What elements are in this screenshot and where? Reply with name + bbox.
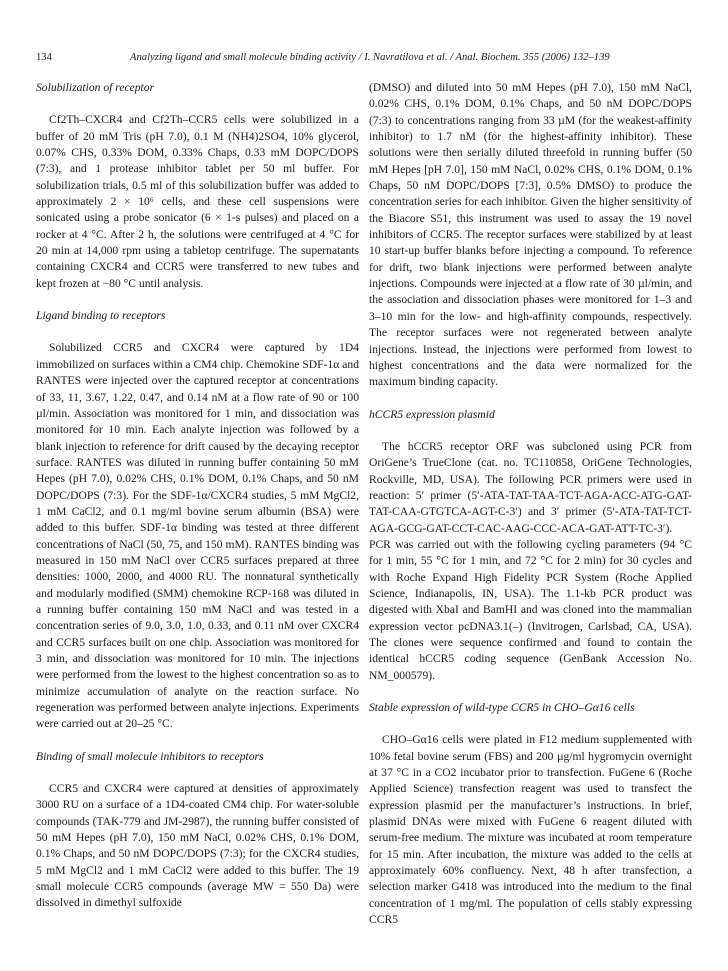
paragraph-expression-plasmid: The hCCR5 receptor ORF was subcloned using PCR from OriGene’s TrueClone (cat. no. TC110858, OriGene Technologies, Rockville, MD, USA). The following PCR primers were used in reaction: 5′ primer (5′-ATA-TAT-TAA-TCT-AGA-ACC-ATG-GAT-TAT-CAA-GTGTCA-AGT-C-3′) and 3′ primer (5′-ATA-TAT-TCT-AGA-GCG-GAT-CCT-CAC-AAG-CCC-ACA-GAT-ATT-TC-3′). PCR was carried out with the following cycling parameters (94 °C for 1 min, 55 °C for 1 min, and 72 °C for 2 min) for 30 cycles and with Roche Expand High Fidelity PCR System (Roche Applied Science, Indianapolis, IN, USA). The 1.1-kb PCR product was digested with XbaI and BamHI and was cloned into the mammalian expression vector pcDNA3.1(–) (Invitrogen, Carlsbad, CA, USA). The clones were sequence confirmed and found to contain the identical hCCR5 coding sequence (GenBank Accession No. NM_000579).	[369, 439, 692, 682]
journal-citation-line: Analyzing ligand and small molecule binding activity / I. Navratilova et al. / Anal. Biochem. 355 (2006) 132–139	[130, 52, 610, 63]
left-column	[36, 80, 359, 928]
paragraph-small-molecule-binding: CCR5 and CXCR4 were captured at densities of approximately 3000 RU on a surface of a 1D4-coated CM4 chip. For water-soluble compounds (TAK-779 and JM-2987), the running buffer consisted of 50 mM Hepes (pH 7.0), 150 mM NaCl, 0.02% CHS, 0.1% DOM, 0.1% Chaps, and 50 nM DOPC/DOPS (7:3); for the CXCR4 studies, 5 mM MgCl2 and 1 mM CaCl2 were added to this buffer. The 19 small molecule CCR5 compounds (average MW = 550 Da) were dissolved in dimethyl sulfoxide	[36, 782, 359, 910]
section-heading-expression-plasmid: hCCR5 expression plasmid	[369, 407, 495, 421]
section-heading-small-molecule-binding: Binding of small molecule inhibitors to receptors	[36, 749, 264, 763]
paragraph-small-molecule-binding-continued: (DMSO) and diluted into 50 mM Hepes (pH 7.0), 150 mM NaCl, 0.02% CHS, 0.1% DOM, 0.1% Chaps, and 50 nM DOPC/DOPS (7:3) to concentrations ranging from 33 µM (for the weakest-affinity inhibitor) to 1.7 nM (for the highest-affinity inhibitor). These solutions were then serially diluted threefold in running buffer (50 mM Hepes [pH 7.0], 150 mM NaCl, 0.02% CHS, 0.1% DOM, 0.1% Chaps, 50 nM DOPC/DOPS [7:3], 0.5% DMSO) to produce the concentration series for each inhibitor. Given the higher sensitivity of the Biacore S51, this instrument was used to assay the 19 novel inhibitors of CCR5. The receptor surfaces were stabilized by at least 10 start-up buffer blanks before injecting a compound. To reference for drift, two blank injections were performed between analyte injections. Compounds were injected at a flow rate of 30 µl/min, and the association and dissociation phases were monitored for 1–3 and 3–10 min for the low- and high-affinity compounds, respectively. The receptor surfaces were not regenerated between analyte injections. Instead, the injections were performed from lowest to highest concentrations and the data were normalized for the maximum binding capacity.	[369, 81, 692, 389]
section-heading-stable-expression: Stable expression of wild-type CCR5 in CHO–Gα16 cells	[369, 701, 635, 715]
right-column	[369, 80, 692, 945]
section-heading-solubilization: Solubilization of receptor	[36, 81, 155, 94]
paragraph-ligand-binding: Solubilized CCR5 and CXCR4 were captured by 1D4 immobilized on surfaces within a CM4 chip. Chemokine SDF-1α and RANTES were injected over the captured receptor at concentrations of 33, 11, 3.67, 1.22, 0.47, and 0.14 nM at a flow rate of 90 or 100 µl/min. Association was monitored for 1 min, and dissociation was monitored for 10 min. Each analyte injection was followed by a blank injection to reference for drift caused by the decaying receptor surface. RANTES was diluted in running buffer containing 50 mM Hepes (pH 7.0), 0.02% CHS, 0.1% DOM, 0.1% Chaps, and 50 nM DOPC/DOPS (7:3). For the SDF-1α/CXCR4 studies, 5 mM MgCl2, 1 mM CaCl2, and 0.1 mg/ml bovine serum albumin (BSA) were added to this buffer. SDF-1α binding was tested at three different concentrations of NaCl (50, 75, and 150 mM). RANTES binding was measured in 150 mM NaCl over CCR5 surfaces prepared at three densities: 1000, 2000, and 4000 RU. The nonnatural synthetically and modularly modified (SMM) chemokine RCP-168 was diluted in a running buffer containing 150 mM NaCl and was tested in a concentration series of 9.0, 3.0, 1.0, 0.33, and 0.11 nM over CXCR4 and CCR5 surfaces built on one chip. Association was monitored for 3 min, and dissociation was monitored for 10 min. The injections were performed from the lowest to the highest concentration so as to minimize accumulation of analyte on the reaction surface. No regeneration was performed between analyte injections. Experiments were carried out at 20–25 °C.	[36, 341, 359, 731]
page-number: 134	[36, 52, 52, 63]
running-header	[36, 52, 692, 68]
paragraph-stable-expression: CHO–Gα16 cells were plated in F12 medium supplemented with 10% fetal bovine serum (FBS) and 200 µg/ml hygromycin overnight at 37 °C in a CO2 incubator prior to transfection. FuGene 6 (Roche Applied Science) transfection reagent was used to transfect the expression plasmid per the manufacturer’s instructions. In brief, plasmid DNAs were mixed with FuGene 6 reagent diluted with serum-free medium. The mixture was incubated at room temperature for 15 min. After incubation, the mixture was added to the cells at approximately 60% confluency. Next, 48 h after transfection, a selection marker G418 was introduced into the medium to the final concentration of 1 mg/ml. The population of cells stably expressing CCR5	[369, 733, 692, 927]
section-heading-ligand-binding: Ligand binding to receptors	[36, 309, 166, 323]
paragraph-solubilization: Cf2Th–CXCR4 and Cf2Th–CCR5 cells were solubilized in a buffer of 20 mM Tris (pH 7.0), 0.1 M (NH4)2SO4, 10% glycerol, 0.07% CHS, 0.33% DOM, 0.33% Chaps, 0.33 mM DOPC/DOPS (7:3), and 1 protease inhibitor tablet per 50 ml buffer. For solubilization trials, 0.5 ml of this solubilization buffer was added to approximately 2 × 10⁶ cells, and these cell suspensions were sonicated using a probe sonicator (6 × 1-s pulses) and placed on a rocker at 4 °C. After 2 h, the solutions were centrifuged at 4 °C for 20 min at 14,000 rpm using a tabletop centrifuge. The supernatants containing CXCR4 and CCR5 were transferred to new tubes and kept frozen at −80 °C until analysis.	[36, 113, 359, 290]
